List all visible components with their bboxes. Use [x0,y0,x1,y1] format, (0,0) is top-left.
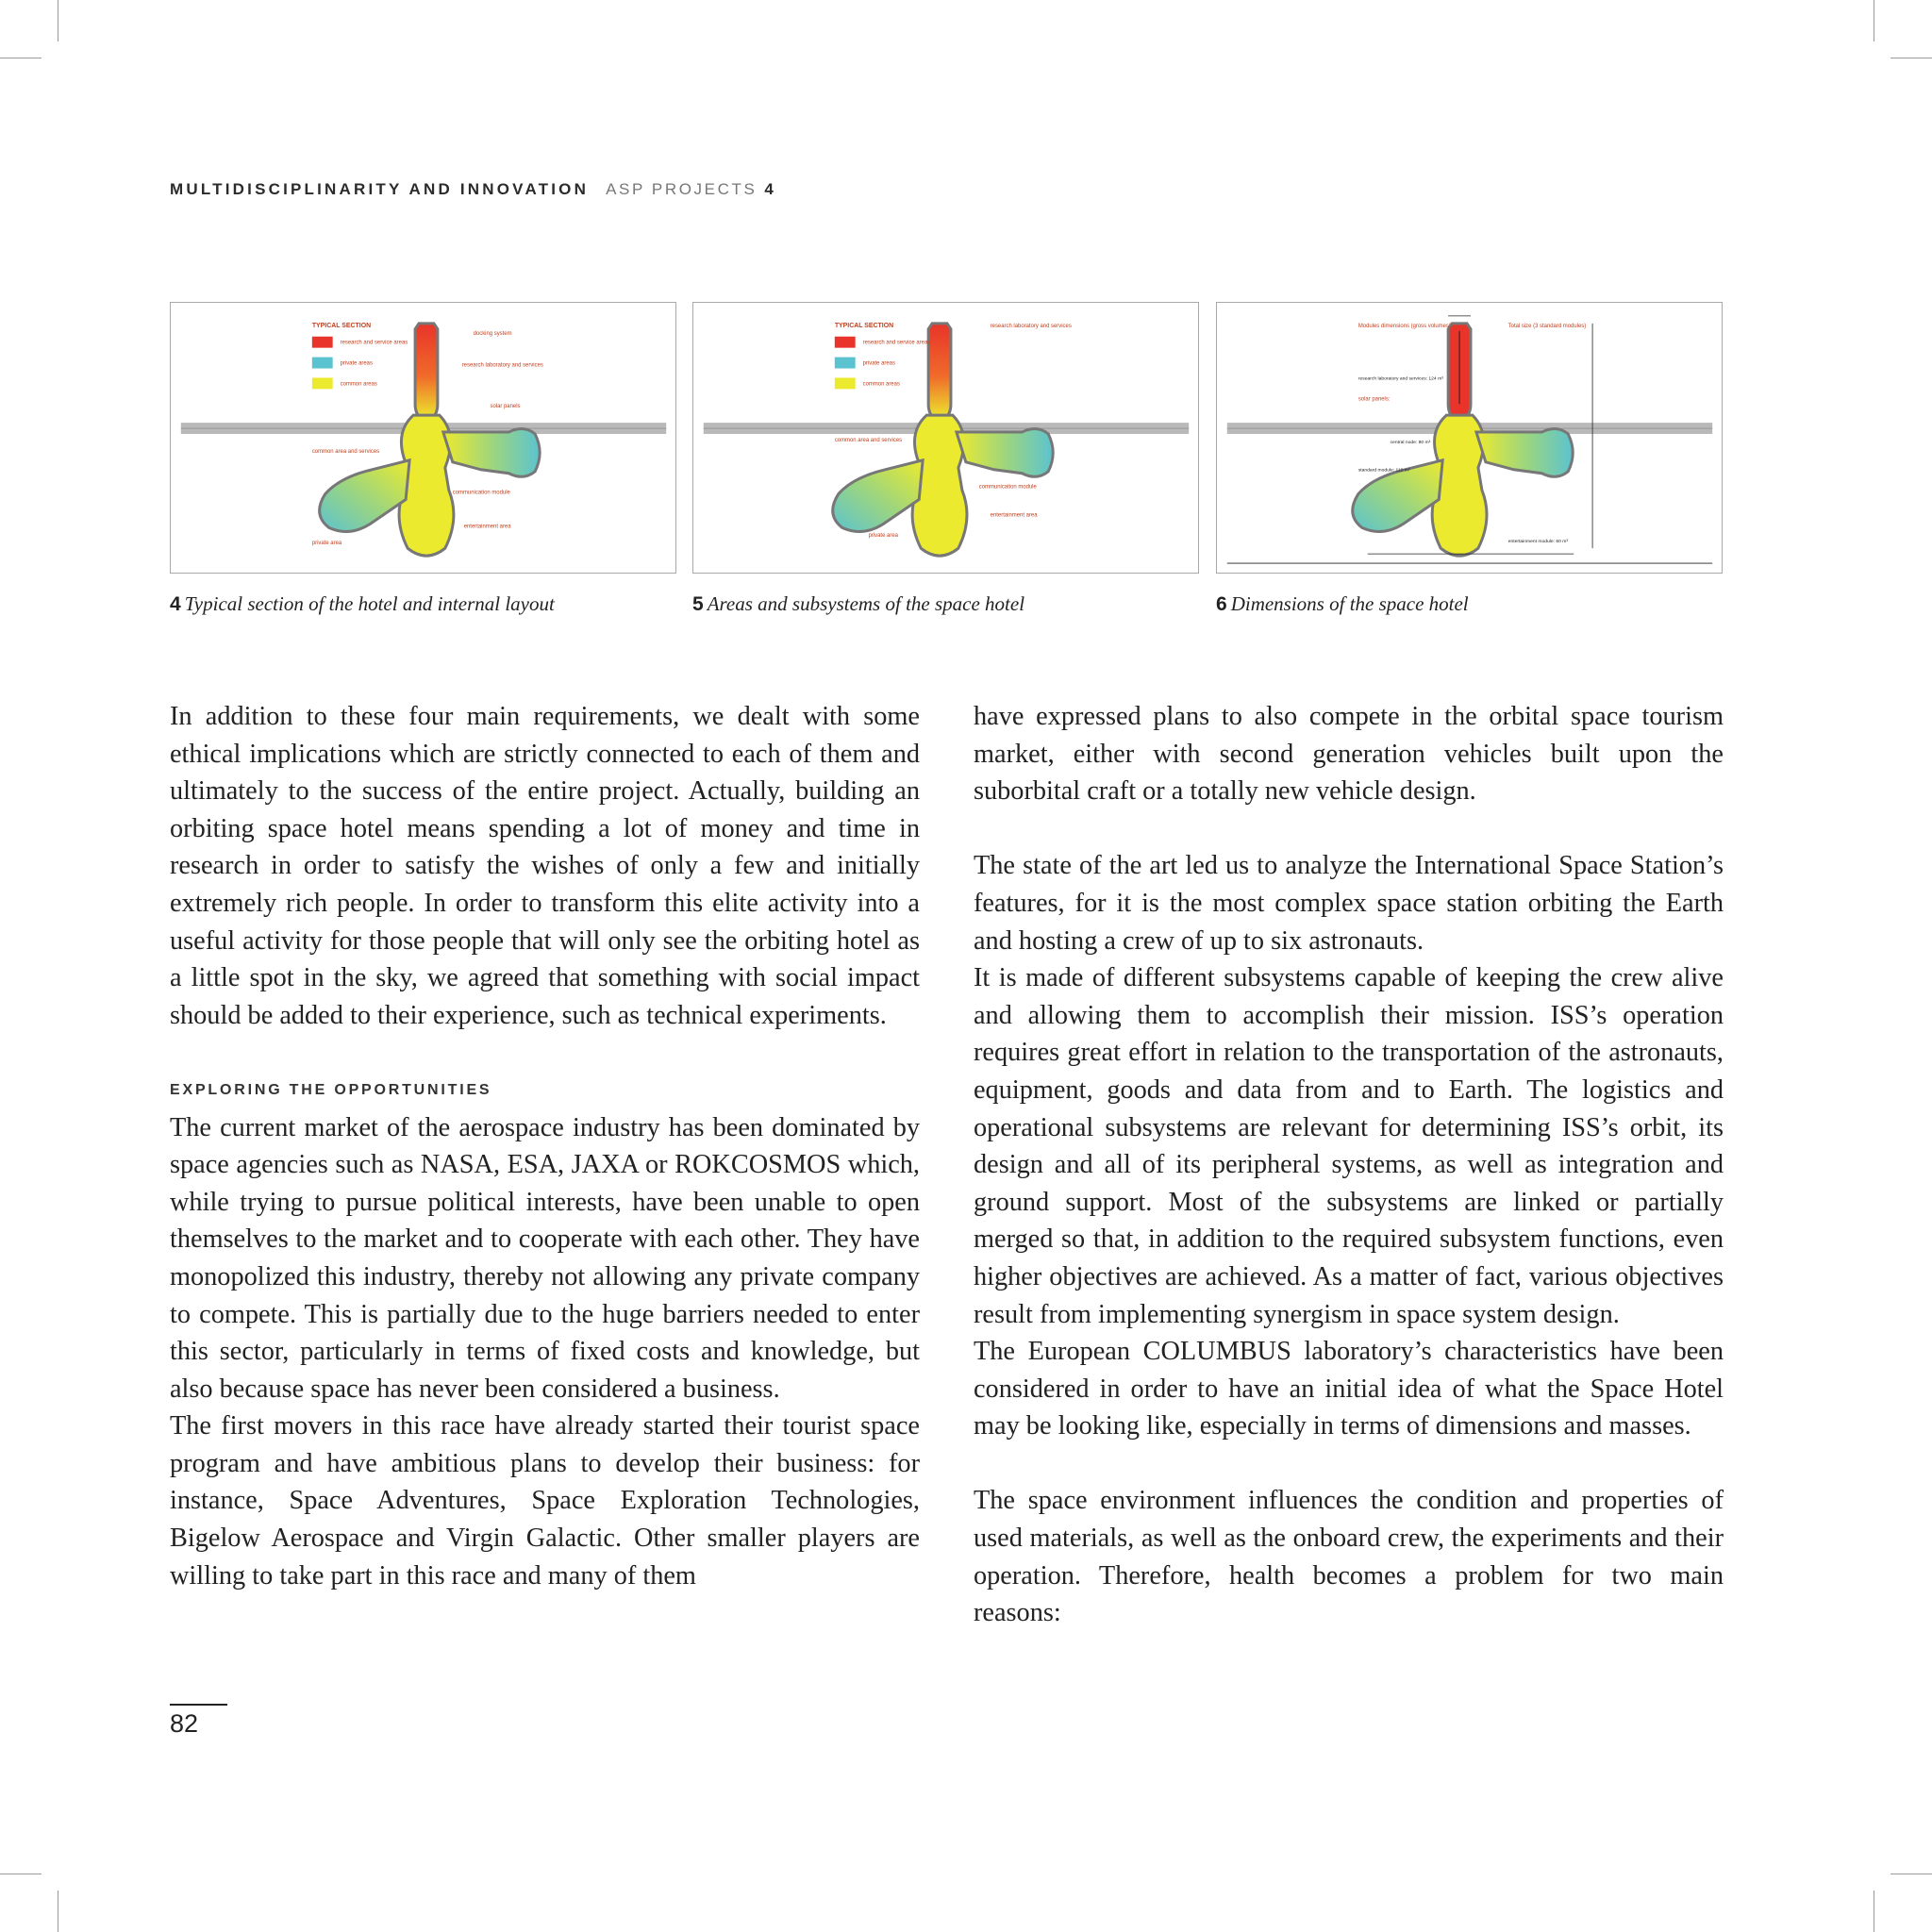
legend-research: research and service areas [340,340,408,346]
label-entertainment-area: entertainment area [990,512,1038,519]
label-research-lab: research laboratory and services [461,362,543,369]
figure-number: 5 [692,593,704,615]
figure-5-caption [692,592,1024,616]
label-private-area: private area [311,541,342,547]
space-hotel-dimensions-diagram [1217,303,1722,573]
label-research-volume: research laboratory and services: 124 m³ [1357,376,1443,382]
label-research-lab: research laboratory and services [990,323,1072,329]
right-column [974,698,1724,1632]
figure-6 [1216,302,1723,574]
figure-4-caption [170,592,555,616]
header-project-number: 4 [764,180,776,198]
label-entertainment-module: entertainment module: 60 m³ [1507,540,1569,545]
figure-6-caption [1216,592,1469,616]
space-hotel-section-diagram [171,303,675,573]
figure-5 [692,302,1199,574]
label-central-node: central node: 80 m³ [1390,440,1431,445]
label-common-area: common area and services [834,437,903,443]
paragraph: The first movers in this race have already started their tourist space program and have ambitious plans to develop their business: for instance, Space Adventures, Space Exploration Technologies, Bigelow Aerospace and Virgin Galactic. Other smaller players are willing to take part in this race and many of them [170,1411,920,1591]
label-common-area: common area and services [311,448,380,455]
paragraph: The state of the art led us to analyze the International Space Station’s features, for it is the most complex space station orbiting the Earth and hosting a crew of up to six astronauts. [974,851,1724,956]
caption-text: Dimensions of the space hotel [1230,592,1469,615]
label-solar-panels: solar panels [490,404,521,410]
paragraph: The space environment influences the condition and properties of used materials, as well as the onboard crew, the experiments and their operation. Therefore, health becomes a problem for two main reasons: [974,1486,1724,1628]
legend-common: common areas [340,381,377,388]
figure-number: 6 [1216,593,1227,615]
label-communication-module: communication module [452,490,510,496]
paragraph: The current market of the aerospace industry has been dominated by space agencies such as NASA, ESA, JAXA or ROKCOSMOS which, while trying to pursue political interests, have been unable to open themselves to the market and to cooperate with each other. They have monopolized this industry, thereby not allowing any private company to compete. This is partially due to the huge barriers needed to enter this sector, particularly in terms of fixed costs and knowledge, but also because space has never been considered a business. [170,1112,920,1404]
label-communication-module: communication module [978,484,1037,491]
legend-research: research and service areas [862,340,931,346]
figure-title: TYPICAL SECTION [311,322,372,329]
paragraph: In addition to these four main requirements, we dealt with some ethical implications which are strictly connected to each of them and ultimately to the success of the entire project. Actually, building an orbiting space hotel means spending a lot of money and time in research in order to satisfy the wishes of only a few and initially extremely rich people. In order to transform this elite activity into a useful activity for those people that will only see the orbiting hotel as a little spot in the sky, we agreed that something with social impact should be added to their experience, such as technical experiments. [170,702,920,1030]
legend-common: common areas [862,381,900,388]
label-solar-panels: solar panels: [1357,396,1391,403]
caption-text: Typical section of the hotel and internal layout [184,592,555,615]
label-total-size: Total size (3 standard modules) [1507,323,1587,329]
running-header [170,180,776,199]
label-module-dimensions: Modules dimensions (gross volumes): [1357,323,1453,329]
section-heading: EXPLORING THE OPPORTUNITIES [170,1081,492,1098]
header-project: ASP PROJECTS [606,180,758,198]
paragraph: It is made of different subsystems capable of keeping the crew alive and allowing them to accomplish their mission. ISS’s operation requires great effort in relation to the transportation of the astronauts, equipment, goods and data from and to Earth. The logistics and operational subsystems are relevant for determining ISS’s orbit, its design and all of its peripheral systems, as well as integration and ground support. Most of the subsystems are linked or partially merged so that, in addition to the required subsystem functions, even higher objectives are achieved. As a matter of fact, various objectives result from implementing synergism in space system design. [974,963,1724,1329]
paragraph: The European COLUMBUS laboratory’s characteristics have been considered in order to have an initial idea of what the Space Hotel may be looking like, especially in terms of dimensions and masses. [974,1337,1724,1441]
label-entertainment-area: entertainment area [463,524,511,530]
legend-private: private areas [862,360,895,367]
label-standard-module: standard module: 110 m³ [1357,468,1410,474]
label-private-area: private area [868,533,898,540]
left-column [170,698,920,1594]
label-docking-system: docking system [473,330,512,337]
header-section: MULTIDISCIPLINARITY AND INNOVATION [170,180,590,198]
figure-title: TYPICAL SECTION [834,322,894,329]
figure-4 [170,302,676,574]
legend-private: private areas [340,360,373,367]
space-hotel-subsystems-diagram [693,303,1198,573]
page-number: 82 [170,1709,199,1738]
figure-number: 4 [170,593,181,615]
caption-text: Areas and subsystems of the space hotel [707,592,1025,615]
paragraph: have expressed plans to also compete in the orbital space tourism market, either with second generation vehicles built upon the suborbital craft or a totally new vehicle design. [974,702,1724,807]
folio-rule [170,1704,227,1706]
